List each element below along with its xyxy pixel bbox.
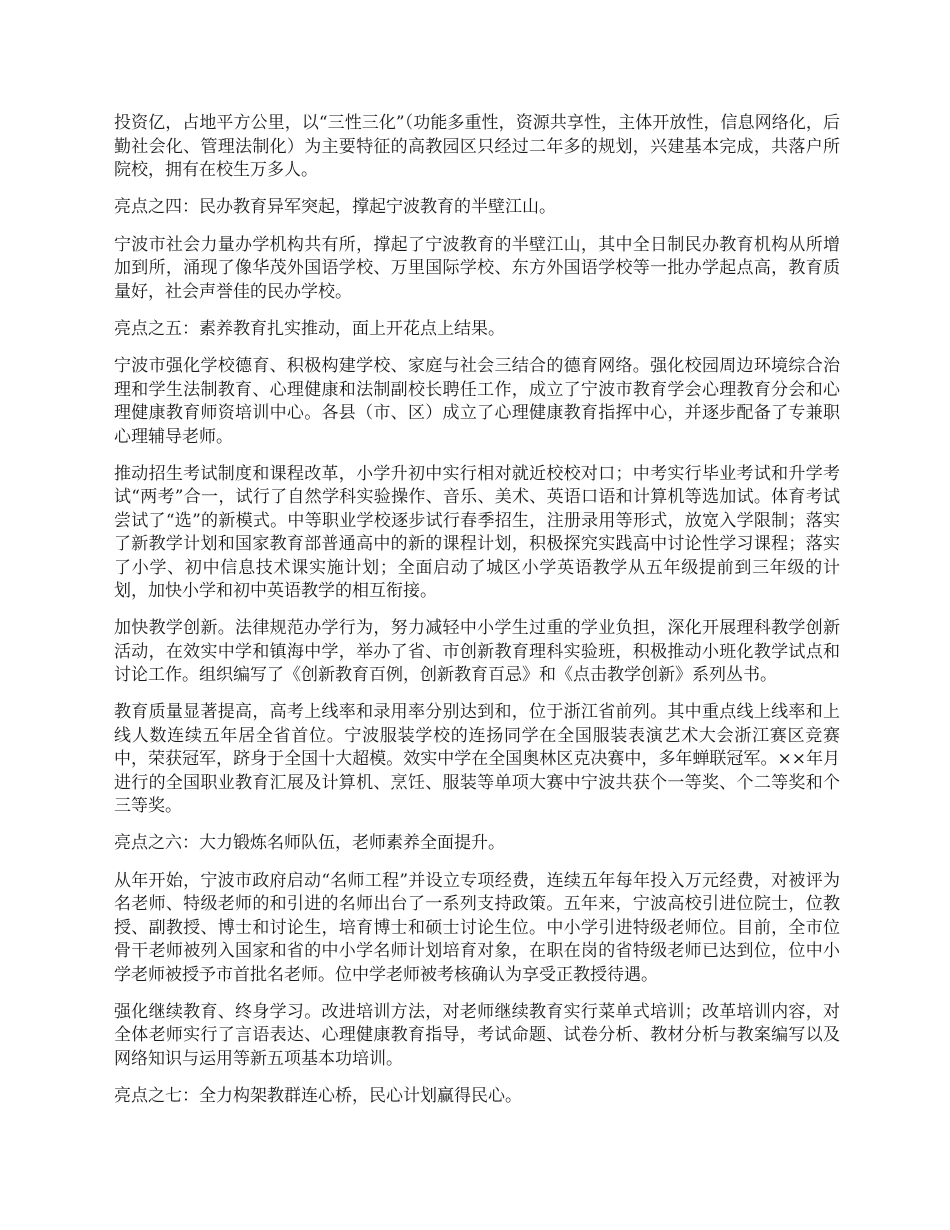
paragraph-education-quality: 教育质量显著提高，高考上线率和录用率分别达到和，位于浙江省前列。其中重点线上线率和上线人数连续五年居全省首位。宁波服装学校的连扬同学在全国服装表演艺术大会浙江赛区竞赛中，荣获冠军，跻身于全国十大超模。效实中学在全国奥林区克决赛中，多年蝉联冠军。××年月进行的全国职业教育汇展及计算机、烹饪、服装等单项大赛中宁波共获个一等奖、个二等奖和个三等奖。 [114,702,840,816]
paragraph-continuing-education: 强化继续教育、终身学习。改进培训方法，对老师继续教育实行菜单式培训；改革培训内容，对全体老师实行了言语表达、心理健康教育指导，考试命题、试卷分析、教材分析与教案编写以及网络知识与运用等新五项基本功培训。 [114,1001,840,1069]
heading-highlight-5: 亮点之五：素养教育扎实推动，面上开花点上结果。 [114,318,505,339]
paragraph-private-education: 宁波市社会力量办学机构共有所，撑起了宁波教育的半壁江山，其中全日制民办教育机构从所增加到所，涌现了像华茂外国语学校、万里国际学校、东方外国语学校等一批办学起点高，教育质量好，社会声誉佳的民办学校。 [114,234,840,302]
document-page [114,112,840,1122]
paragraph-moral-education: 宁波市强化学校德育、积极构建学校、家庭与社会三结合的德育网络。强化校园周边环境综合治理和学生法制教育、心理健康和法制副校长聘任工作，成立了宁波市教育学会心理教育分会和心理健康教育师资培训中心。各县（市、区）成立了心理健康教育指挥中心，并逐步配备了专兼职心理辅导老师。 [114,356,840,447]
paragraph-exam-reform: 推动招生考试制度和课程改革，小学升初中实行相对就近校校对口；中考实行毕业考试和升学考试“两考”合一，试行了自然学科实验操作、音乐、美术、英语口语和计算机等选加试。体育考试尝试了“选”的新模式。中等职业学校逐步试行春季招生，注册录用等形式，放宽入学限制；落实了新教学计划和国家教育部普通高中的新的课程计划，积极探究实践高中讨论性学习课程；落实了小学、初中信息技术课实施计划；全面启动了城区小学英语教学从五年级提前到三年级的计划，加快小学和初中英语教学的相互衔接。 [114,463,840,601]
heading-highlight-4: 亮点之四：民办教育异军突起，撑起宁波教育的半壁江山。 [114,197,556,217]
paragraph-teaching-innovation: 加快教学创新。法律规范办学行为，努力减轻中小学生过重的学业负担，深化开展理科教学创新活动，在效实中学和镇海中学，举办了省、市创新教育理科实验班，积极推动小班化教学试点和讨论工作。组织编写了《创新教育百例，创新教育百忌》和《点击教学创新》系列丛书。 [114,618,840,685]
paragraph-campus-park: 投资亿，占地平方公里，以“三性三化”（功能多重性，资源共享性，主体开放性，信息网络化，后勤社会化、管理法制化）为主要特征的高教园区只经过二年多的规划，兴建基本完成，共落户所院校，拥有在校生万多人。 [114,113,840,180]
heading-highlight-6: 亮点之六：大力锻炼名师队伍，老师素养全面提升。 [114,833,505,853]
heading-highlight-7: 亮点之七：全力构架教群连心桥，民心计划赢得民心。 [114,1085,522,1106]
paragraph-famous-teacher-project: 从年开始，宁波市政府启动“名师工程”并设立专项经费，连续五年每年投入万元经费，对被评为名老师、特级老师的和引进的名师出台了一系列支持政策。五年来，宁波高校引进位院士，位教授、副教授、博士和讨论生，培育博士和硕士讨论生位。中小学引进特级老师位。目前，全市位骨干老师被列入国家和省的中小学名师计划培育对象，在职在岗的省特级老师已达到位，位中小学老师被授予市首批名老师。位中学老师被考核确认为享受正教授待遇。 [114,870,840,985]
